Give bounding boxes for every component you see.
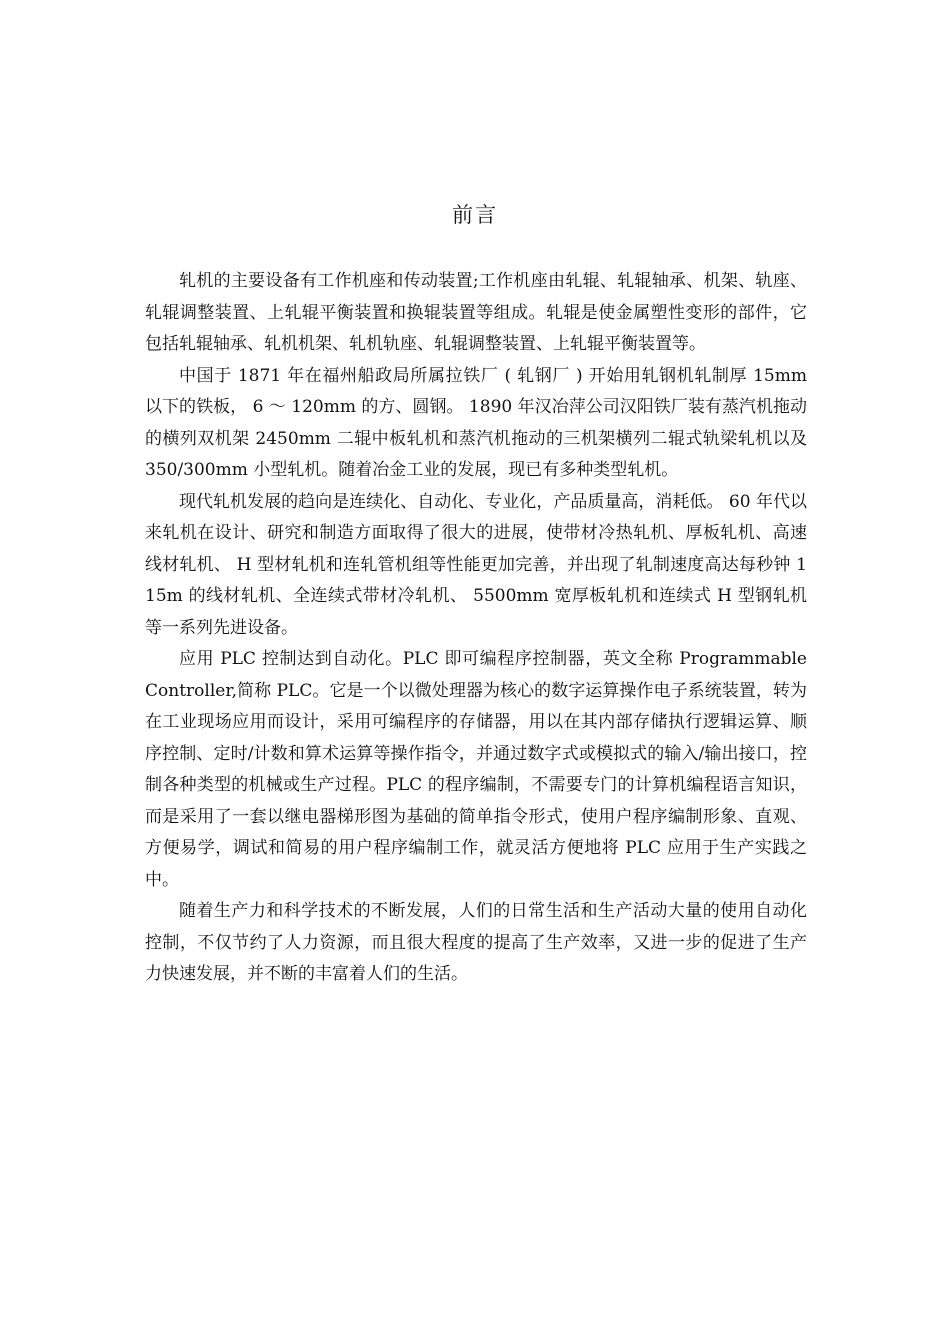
paragraph: 中国于 1871 年在福州船政局所属拉铁厂 ( 轧钢厂 ) 开始用轧钢机轧制厚 15mm 以下的铁板， 6 ～ 120mm 的方、圆钢。 1890 年汉冶萍公司汉阳铁厂装有蒸汽机拖动的横列双机架 2450mm 二辊中板轧机和蒸汽机拖动的三机架横列二辊式轨梁轧机以及 350/300mm 小型轧机。随着冶金工业的发展，现已有多种类型轧机。 bbox=[145, 365, 807, 480]
paragraph: 随着生产力和科学技术的不断发展，人们的日常生活和生产活动大量的使用自动化控制，不仅节约了人力资源，而且很大程度的提高了生产效率，又进一步的促进了生产力快速发展，并不断的丰富着人们的生活。 bbox=[145, 901, 807, 984]
paragraph: 现代轧机发展的趋向是连续化、自动化、专业化，产品质量高，消耗低。 60 年代以来轧机在设计、研究和制造方面取得了很大的进展，使带材冷热轧机、厚板轧机、高速线材轧机、 H 型材轧机和连轧管机组等性能更加完善，并出现了轧制速度高达每秒钟 115m 的线材轧机、全连续式带材冷轧机、 5500mm 宽厚板轧机和连续式 H 型钢轧机等一系列先进设备。 bbox=[145, 491, 807, 638]
page-title: 前言 bbox=[452, 203, 498, 227]
body-text bbox=[145, 266, 807, 991]
paragraph: 应用 PLC 控制达到自动化。PLC 即可编程序控制器，英文全称 Programmable Controller,简称 PLC。它是一个以微处理器为核心的数字运算操作电子系统装置，转为在工业现场应用而设计，采用可编程序的存储器，用以在其内部存储执行逻辑运算、顺序控制、定时/计数和算术运算等操作指令，并通过数字式或模拟式的输入/输出接口，控制各种类型的机械或生产过程。PLC 的程序编制，不需要专门的计算机编程语言知识，而是采用了一套以继电器梯形图为基础的简单指令形式，使用户程序编制形象、直观、方便易学，调试和简易的用户程序编制工作，就灵活方便地将 PLC 应用于生产实践之中。 bbox=[145, 649, 807, 890]
paragraph: 轧机的主要设备有工作机座和传动装置;工作机座由轧辊、轧辊轴承、机架、轨座、轧辊调整装置、上轧辊平衡装置和换辊装置等组成。轧辊是使金属塑性变形的部件，它包括轧辊轴承、轧机机架、轧机轨座、轧辊调整装置、上轧辊平衡装置等。 bbox=[145, 271, 807, 354]
